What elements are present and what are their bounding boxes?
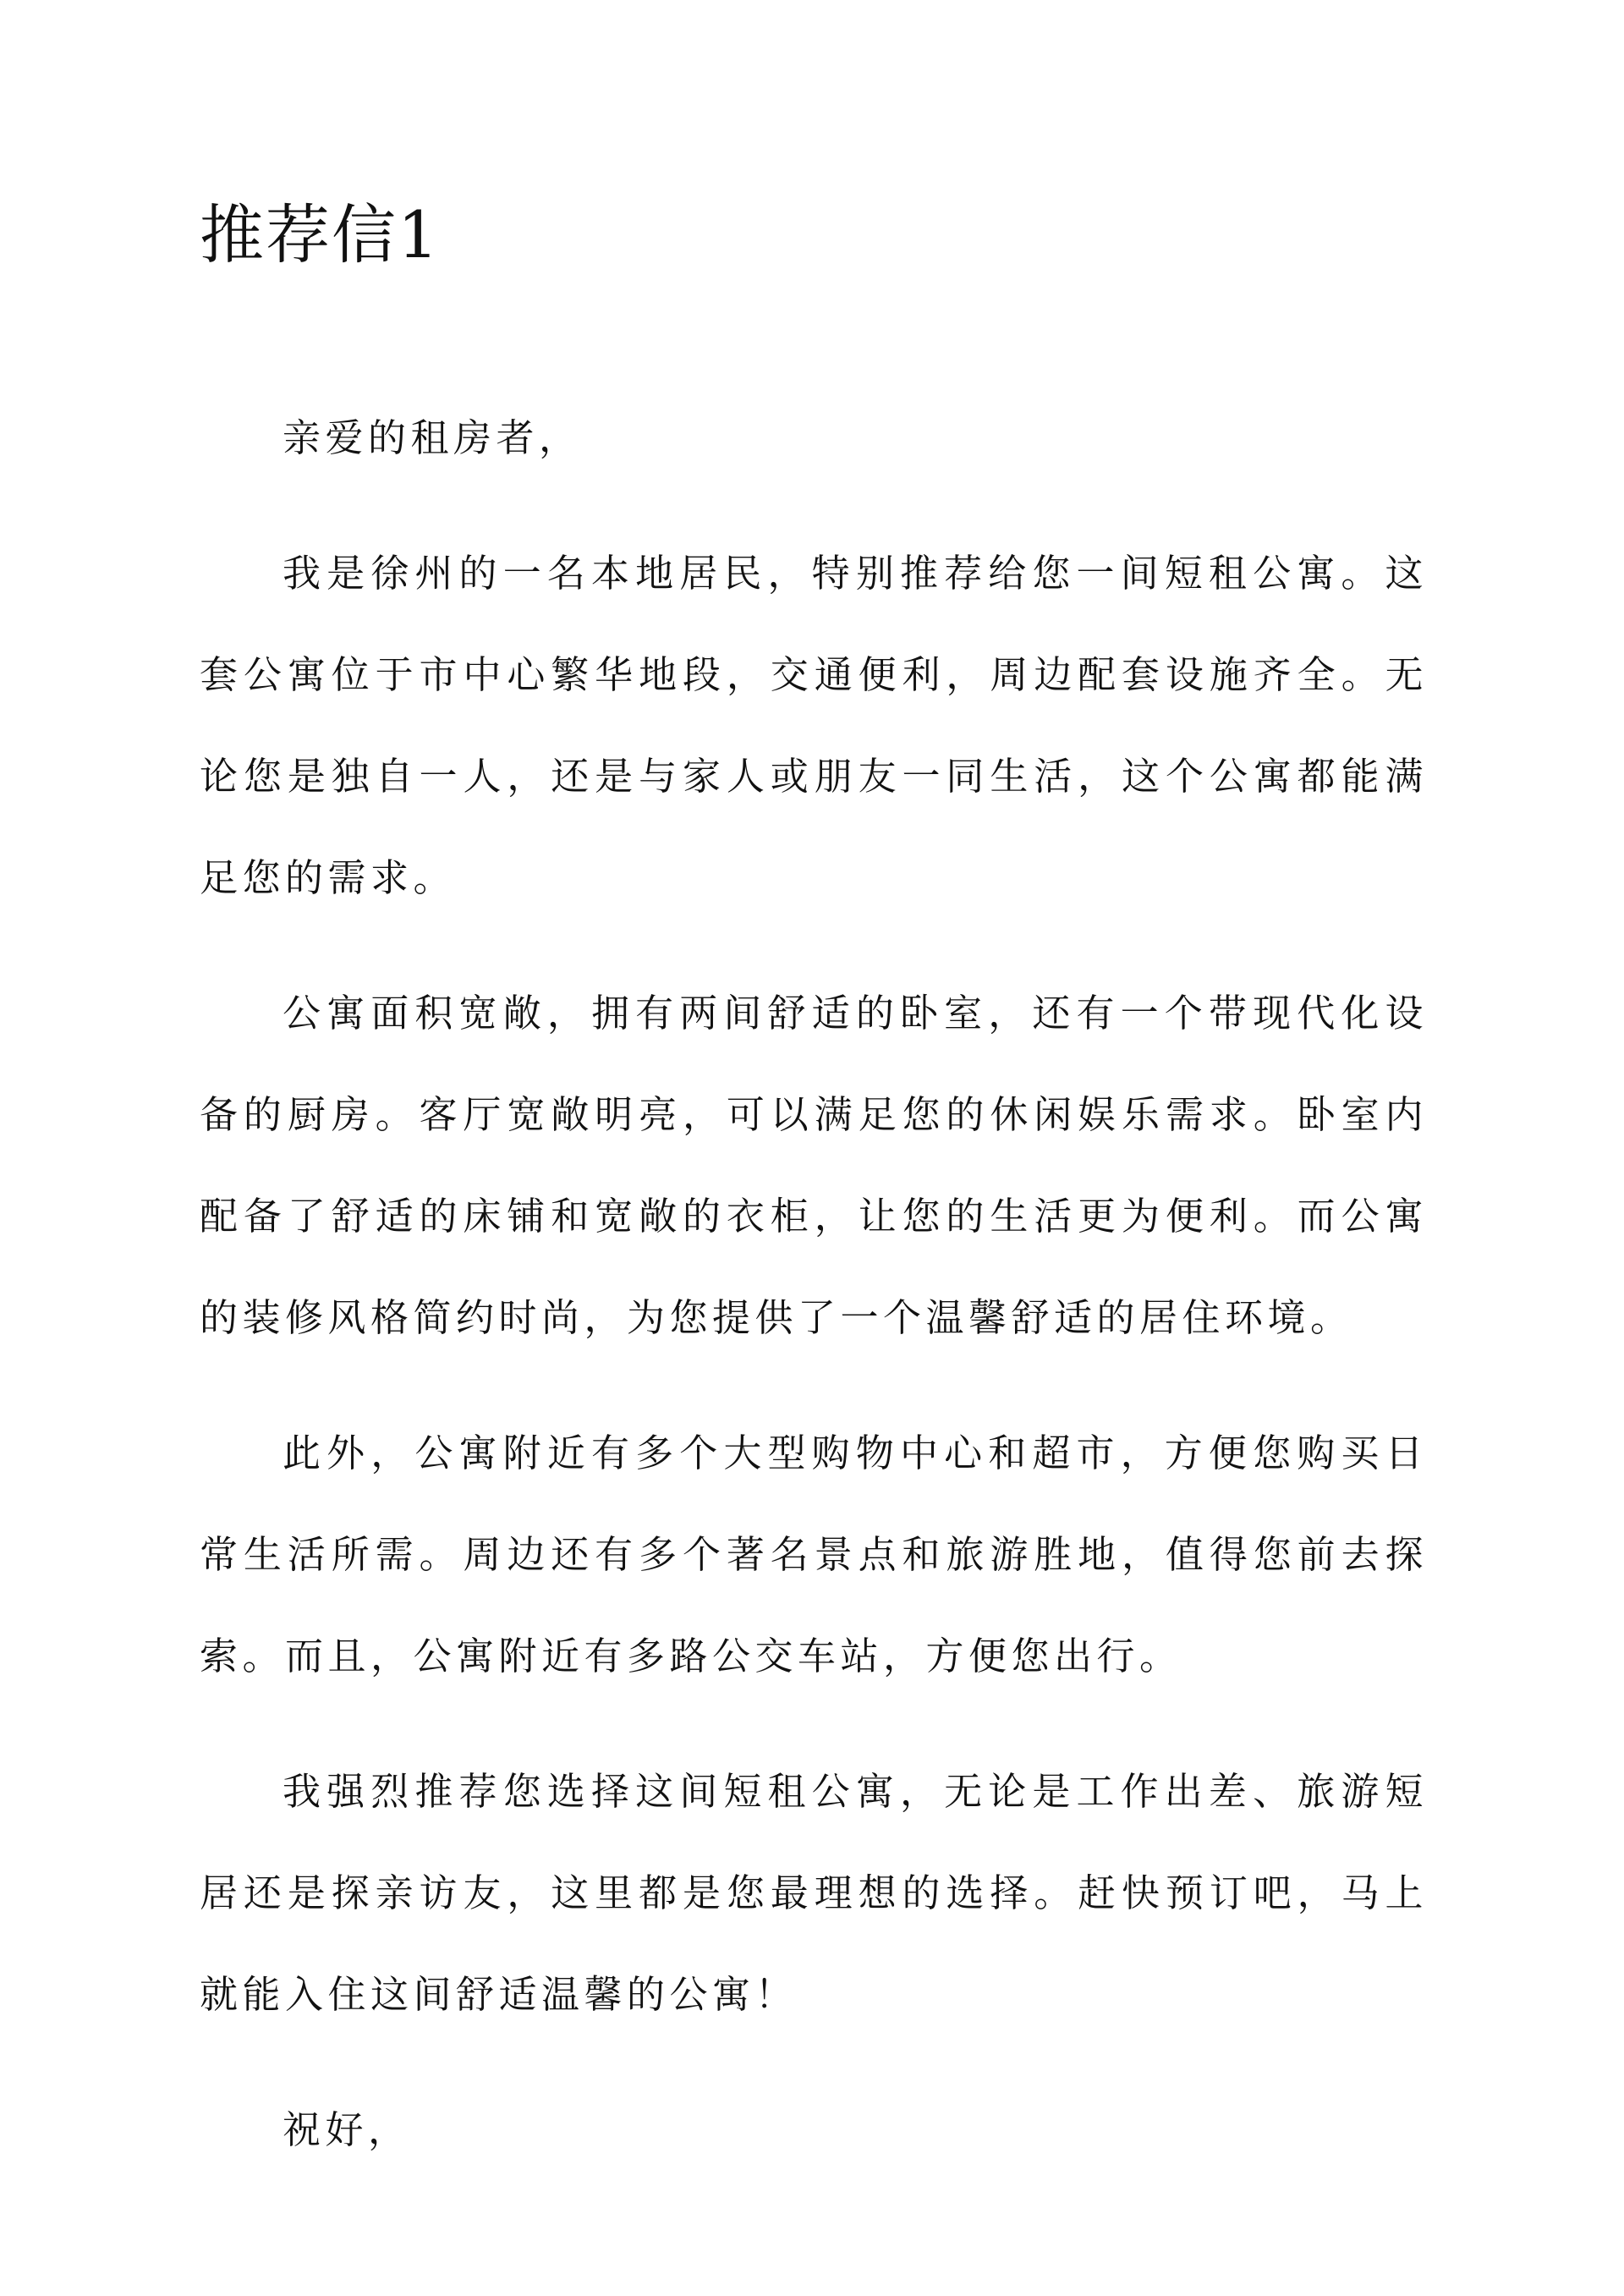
paragraph-surroundings: 此外，公寓附近有多个大型购物中心和超市，方便您购买日常生活所需。周边还有多个著名景点和旅游胜地，值得您前去探索。而且，公寓附近有多路公交车站，方便您出行。	[200, 1431, 1428, 1678]
paragraph-apartment-features: 公寓面积宽敞，拥有两间舒适的卧室，还有一个带现代化设备的厨房。客厅宽敞明亮，可以满足您的休闲娱乐需求。卧室内配备了舒适的床铺和宽敞的衣柜，让您的生活更为便利。而公寓的装修风格简约时尚，为您提供了一个温馨舒适的居住环境。	[200, 991, 1428, 1340]
document-title: 推荐信1	[200, 197, 441, 272]
salutation: 亲爱的租房者，	[283, 415, 582, 460]
closing: 祝好，	[283, 2107, 411, 2152]
paragraph-recommendation: 我强烈推荐您选择这间短租公寓，无论是工作出差、旅游短居还是探亲访友，这里都是您最理想的选择。赶快预订吧，马上就能入住这间舒适温馨的公寓！	[200, 1769, 1428, 2017]
paragraph-introduction: 我是徐州的一名本地居民，特别推荐给您一间短租公寓。这套公寓位于市中心繁华地段，交通便利，周边配套设施齐全。无论您是独自一人，还是与家人或朋友一同生活，这个公寓都能满足您的需求。	[200, 551, 1428, 900]
letter-body	[200, 387, 1428, 2215]
